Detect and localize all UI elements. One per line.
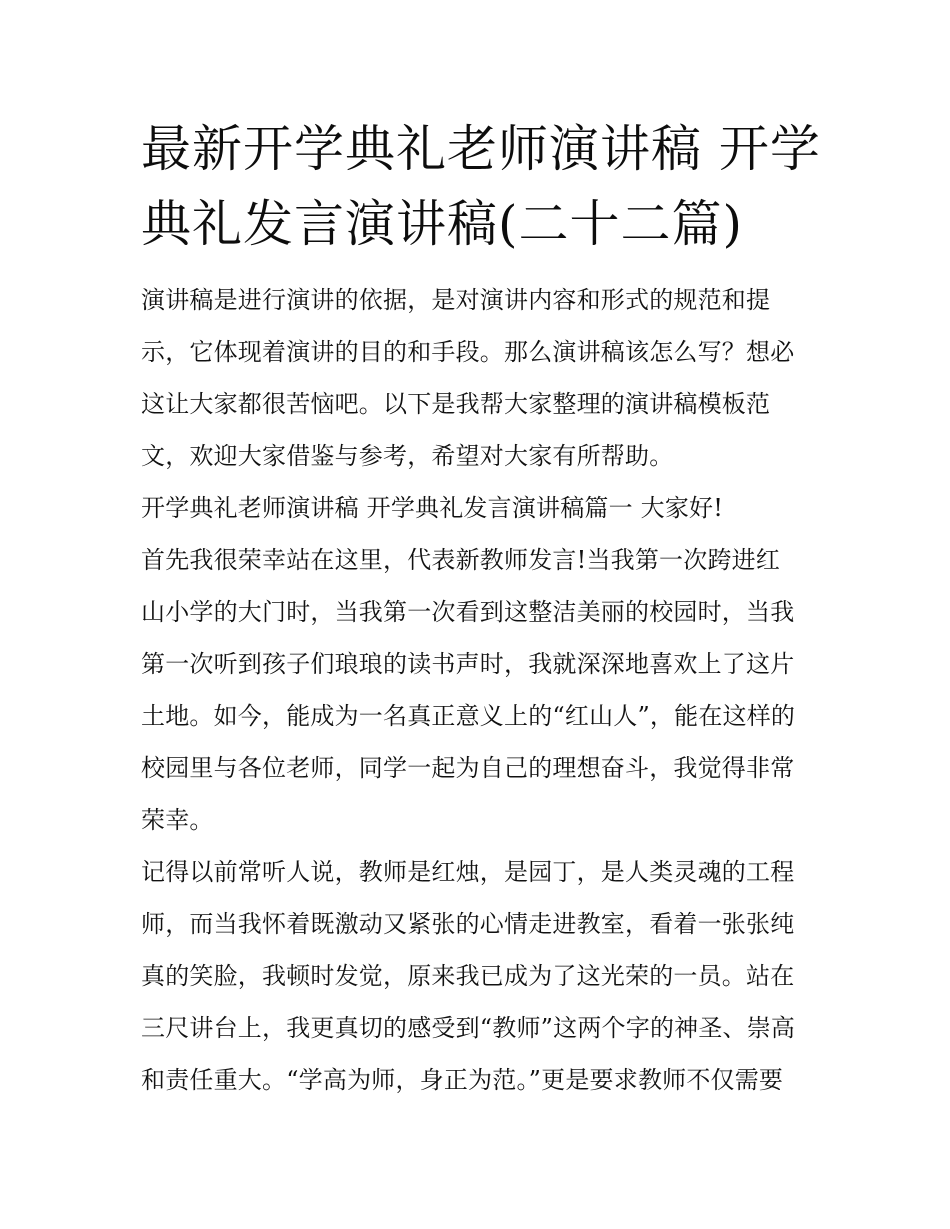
body-line: 校园里与各位老师，同学一起为自己的理想奋斗，我觉得非常 [141,754,795,782]
document-title [141,112,821,262]
title-line: 最新开学典礼老师演讲稿 开学 [141,120,821,178]
body-line: 山小学的大门时，当我第一次看到这整洁美丽的校园时，当我 [141,598,795,626]
body-line: 这让大家都很苦恼吧。以下是我帮大家整理的演讲稿模板范 [141,390,771,418]
body-line: 文，欢迎大家借鉴与参考，希望对大家有所帮助。 [141,442,674,470]
body-line: 记得以前常听人说，教师是红烛，是园丁，是人类灵魂的工程 [141,858,795,886]
body-line: 和责任重大。“学高为师，身正为范。”更是要求教师不仅需要 [141,1066,784,1094]
title-line: 典礼发言演讲稿(二十二篇) [141,195,744,253]
body-line: 首先我很荣幸站在这里，代表新教师发言!当我第一次跨进红 [141,546,781,574]
document-page [141,112,821,1106]
body-line: 真的笑脸，我顿时发觉，原来我已成为了这光荣的一员。站在 [141,962,795,990]
body-line: 第一次听到孩子们琅琅的读书声时，我就深深地喜欢上了这片 [141,650,795,678]
body-line: 开学典礼老师演讲稿 开学典礼发言演讲稿篇一 大家好! [141,494,724,522]
body-line: 演讲稿是进行演讲的依据，是对演讲内容和形式的规范和提 [141,286,771,314]
body-line: 土地。如今，能成为一名真正意义上的“红山人”，能在这样的 [141,702,796,730]
body-line: 三尺讲台上，我更真切的感受到“教师”这两个字的神圣、崇高 [141,1014,796,1042]
body-line: 师，而当我怀着既激动又紧张的心情走进教室，看着一张张纯 [141,910,795,938]
body-line: 示，它体现着演讲的目的和手段。那么演讲稿该怎么写？想必 [141,338,795,366]
body-line: 荣幸。 [141,806,214,834]
document-body [141,274,813,1106]
